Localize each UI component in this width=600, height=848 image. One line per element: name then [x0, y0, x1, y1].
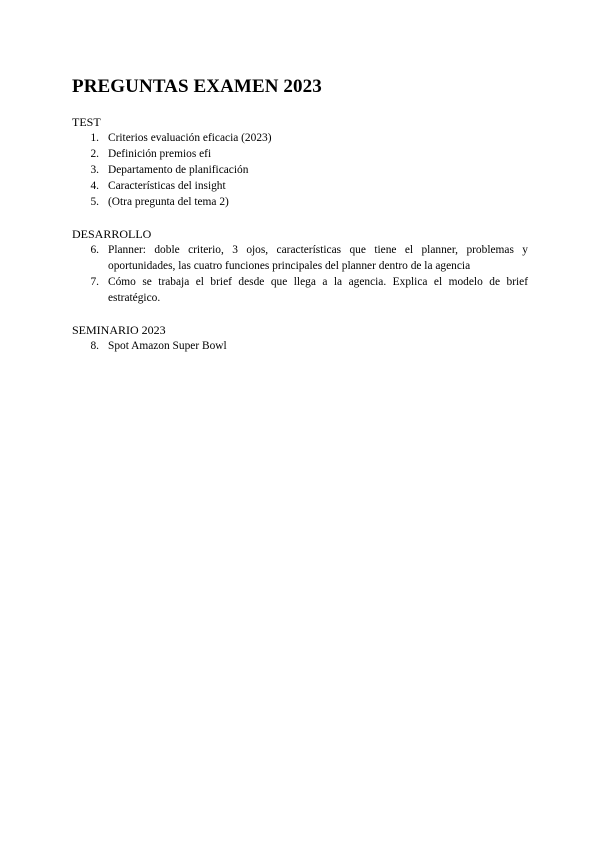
list-item	[72, 274, 528, 306]
item-number: 7.	[90, 276, 99, 288]
question-list	[72, 338, 528, 354]
item-text: Características del insight	[108, 180, 226, 192]
item-text: Cómo se trabaja el brief desde que llega a la agencia. Explica el modelo de brief estratégico.	[108, 276, 528, 304]
item-text: Definición premios efi	[108, 148, 212, 160]
section-heading: TEST	[72, 115, 101, 129]
list-item	[72, 146, 528, 162]
item-text: Planner: doble criterio, 3 ojos, características que tiene el planner, problemas y oportunidades, las cuatro funciones principales del planner dentro de la agencia	[108, 244, 528, 272]
question-list	[72, 130, 528, 210]
item-text: (Otra pregunta del tema 2)	[108, 196, 229, 208]
item-number: 3.	[90, 164, 99, 176]
item-number: 4.	[90, 180, 99, 192]
list-item	[72, 338, 528, 354]
item-text: Criterios evaluación eficacia (2023)	[108, 132, 272, 144]
section-heading: DESARROLLO	[72, 227, 152, 241]
section-seminario	[72, 322, 528, 354]
item-number: 6.	[90, 244, 99, 256]
list-item	[72, 130, 528, 146]
item-number: 1.	[90, 132, 99, 144]
section-desarrollo	[72, 226, 528, 306]
item-text: Spot Amazon Super Bowl	[108, 340, 227, 352]
document-title: PREGUNTAS EXAMEN 2023	[72, 76, 322, 97]
list-item	[72, 178, 528, 194]
question-list	[72, 242, 528, 306]
item-text: Departamento de planificación	[108, 164, 249, 176]
item-number: 8.	[90, 340, 99, 352]
list-item	[72, 242, 528, 274]
item-number: 2.	[90, 148, 99, 160]
section-heading: SEMINARIO 2023	[72, 323, 166, 337]
section-test	[72, 114, 528, 210]
list-item	[72, 162, 528, 178]
item-number: 5.	[90, 196, 99, 208]
list-item	[72, 194, 528, 210]
